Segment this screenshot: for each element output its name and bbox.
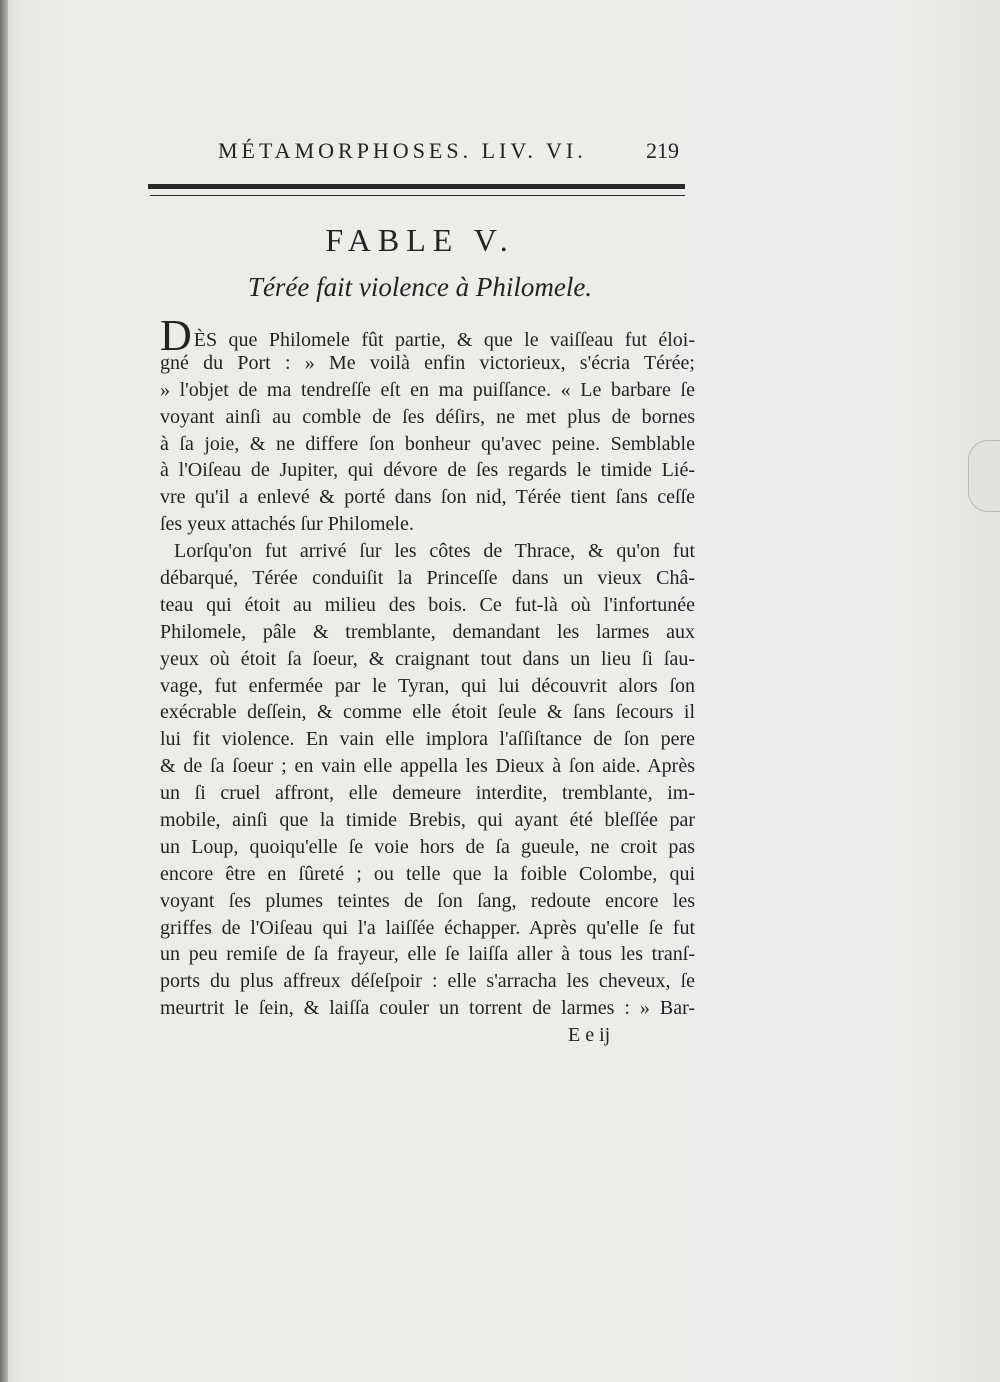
text-line: teau qui étoit au milieu des bois. Ce fut-là où l'infortunée [160, 593, 695, 616]
text-line: yeux où étoit ſa ſoeur, & craignant tout dans un lieu ſi ſau- [160, 647, 695, 670]
page-binding-shadow [0, 0, 8, 1382]
text-line: » l'objet de ma tendreſſe eſt en ma puiſſance. « Le barbare ſe [160, 378, 695, 401]
text-line: voyant ainſi au comble de ſes déſirs, ne met plus de bornes [160, 405, 695, 428]
fable-subtitle: Térée fait violence à Philomele. [247, 272, 593, 302]
text-line: & de ſa ſoeur ; en vain elle appella les Dieux à ſon aide. Après [160, 755, 695, 778]
text-line: gné du Port : » Me voilà enfin victorieux, s'écria Térée; [160, 351, 695, 374]
text-line: vage, fut enfermée par le Tyran, qui lui découvrit alors ſon [160, 674, 695, 697]
signature-mark: E e ij [568, 1024, 611, 1046]
page-number: 219 [646, 138, 679, 163]
header-rule-thick [148, 184, 685, 189]
text-line: un peu remiſe de ſa frayeur, elle ſe laiſſa aller à tous les tranſ- [160, 943, 695, 966]
text-line: griffes de l'Oiſeau qui l'a laiſſée échapper. Après qu'elle ſe fut [160, 916, 695, 939]
page-header [150, 138, 690, 170]
text-line: exécrable deſſein, & comme elle étoit ſeule & ſans ſecours il [160, 701, 695, 724]
text-line: encore être en ſûreté ; ou telle que la foible Colombe, qui [160, 862, 695, 885]
text-line: vre qu'il a enlevé & porté dans ſon nid, Térée tient ſans ceſſe [160, 486, 695, 509]
running-head: MÉTAMORPHOSES. LIV. VI. [218, 138, 587, 163]
text-line: lui fit violence. En vain elle implora l'aſſiſtance de ſon pere [160, 728, 695, 751]
header-rule-thin [150, 195, 685, 196]
drop-cap: D [160, 311, 192, 360]
text-line: meurtrit le ſein, & laiſſa couler un torrent de larmes : » Bar- [160, 997, 695, 1020]
text-line: Lorſqu'on fut arrivé ſur les côtes de Thrace, & qu'on fut [174, 540, 695, 563]
text-line: débarqué, Térée conduiſit la Princeſſe dans un vieux Châ- [160, 567, 695, 590]
text-line: DÈS que Philomele fût partie, & que le vaiſſeau fut éloi- [160, 311, 695, 360]
text-line: ſes yeux attachés ſur Philomele. [160, 513, 414, 536]
text-line: un Loup, quoiqu'elle ſe voie hors de ſa gueule, ne croit pas [160, 835, 695, 858]
text-line: un ſi cruel affront, elle demeure interdite, tremblante, im- [160, 782, 695, 805]
text-line: mobile, ainſi que la timide Brebis, qui ayant été bleſſée par [160, 809, 695, 832]
text-line: voyant ſes plumes teintes de ſon ſang, redoute encore les [160, 889, 695, 912]
text-line: ports du plus affreux déſeſpoir : elle s'arracha les cheveux, ſe [160, 970, 695, 993]
text-line: à l'Oiſeau de Jupiter, qui dévore de ſes regards le timide Lié- [160, 459, 695, 482]
body-text [160, 311, 695, 1022]
text-line: Philomele, pâle & tremblante, demandant les larmes aux [160, 620, 695, 643]
fable-title: FABLE V. [325, 222, 515, 258]
page-edge-tab [968, 440, 1000, 512]
text-line: à ſa joie, & ne differe ſon bonheur qu'avec peine. Semblable [160, 432, 695, 455]
